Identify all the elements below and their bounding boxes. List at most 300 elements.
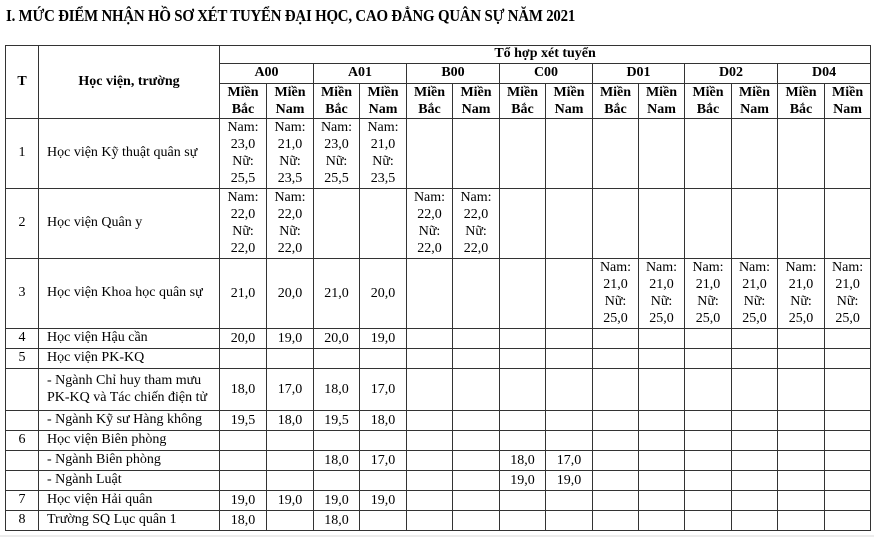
score-cell [360, 510, 407, 530]
score-cell [360, 368, 407, 410]
score-line: 18,0 [230, 381, 256, 397]
score-cell [593, 430, 639, 450]
row-school-name: Trường SQ Lục quân 1 [39, 510, 220, 530]
table-row [6, 410, 871, 430]
score-cell [453, 118, 500, 188]
score-cell [778, 348, 825, 368]
score-cell [546, 118, 593, 188]
score-line: 20,0 [324, 330, 349, 346]
score-cell [407, 410, 453, 430]
score-cell [825, 410, 871, 430]
score-line: 21,0 [324, 285, 349, 301]
score-cell [220, 410, 267, 430]
header-code-c00: C00 [500, 63, 593, 83]
header-d01-mien-nam [639, 83, 685, 118]
score-cell [267, 118, 314, 188]
score-cell [453, 348, 500, 368]
table-row [6, 368, 871, 410]
region-prefix: Miền [413, 84, 446, 100]
region-prefix: Miền [832, 84, 864, 100]
score-line: 22,0 [230, 241, 256, 256]
score-line: Nam: [599, 260, 632, 275]
score-cell [267, 430, 314, 450]
table-body [6, 118, 871, 530]
score-line: 25,0 [649, 311, 674, 326]
score-line: 18,0 [324, 512, 349, 528]
score-line: 18,0 [230, 512, 256, 528]
table-row [6, 258, 871, 328]
row-school-name: Học viện Khoa học quân sự [39, 258, 220, 328]
region-prefix: Miền [506, 84, 539, 100]
score-cell [220, 118, 267, 188]
score-cell [267, 348, 314, 368]
score-line: Nam: [274, 120, 306, 135]
score-cell [639, 348, 685, 368]
score-cell [314, 118, 360, 188]
score-line: Nam: [832, 260, 864, 275]
header-b00-mien-nam [453, 83, 500, 118]
score-cell [453, 470, 500, 490]
score-cell [314, 510, 360, 530]
score-line: 19,0 [370, 330, 396, 346]
score-cell [825, 348, 871, 368]
table-row [6, 188, 871, 258]
score-cell [778, 470, 825, 490]
score-cell [546, 450, 593, 470]
score-cell [220, 470, 267, 490]
score-cell [825, 258, 871, 328]
score-cell [500, 368, 546, 410]
row-school-name: - Ngành Biên phòng [39, 450, 220, 470]
score-cell [593, 188, 639, 258]
score-cell [732, 118, 778, 188]
score-line: 21,0 [649, 277, 674, 292]
score-line: 21,0 [603, 277, 628, 292]
region-name: Bắc [418, 101, 441, 117]
row-school-name: Học viện Quân y [39, 188, 220, 258]
score-cell [407, 450, 453, 470]
score-line: Nữ: [232, 154, 254, 169]
region-prefix: Miền [320, 84, 353, 100]
score-line: Nam: [367, 120, 399, 135]
region-prefix: Miền [367, 84, 399, 100]
score-line: Nam: [738, 260, 771, 275]
row-school-name: Học viện PK-KQ [39, 348, 220, 368]
score-cell [220, 368, 267, 410]
score-cell [546, 470, 593, 490]
score-line: Nữ: [743, 294, 766, 309]
score-line: 22,0 [417, 207, 442, 222]
score-line: 20,0 [370, 285, 396, 301]
region-name: Bắc [325, 101, 348, 117]
table-row [6, 430, 871, 450]
table-row [6, 470, 871, 490]
header-code-b00: B00 [407, 63, 500, 83]
score-cell [593, 368, 639, 410]
region-name: Nam [740, 101, 769, 117]
score-cell [593, 490, 639, 510]
score-cell [639, 470, 685, 490]
score-line: Nam: [320, 120, 353, 135]
score-line: 20,0 [230, 330, 256, 346]
score-line: Nữ: [836, 294, 859, 309]
score-line: 17,0 [277, 381, 303, 397]
score-cell [732, 430, 778, 450]
score-cell [220, 188, 267, 258]
score-line: Nữ: [279, 154, 301, 169]
score-cell [546, 430, 593, 450]
table-row [6, 490, 871, 510]
score-cell [220, 258, 267, 328]
score-cell [360, 118, 407, 188]
score-line: Nữ: [418, 224, 441, 239]
score-line: 25,0 [742, 311, 767, 326]
header-b00-mien-bac [407, 83, 453, 118]
row-index [6, 368, 39, 410]
score-cell [732, 490, 778, 510]
score-line: 22,0 [277, 207, 303, 222]
score-cell [778, 490, 825, 510]
score-cell [500, 410, 546, 430]
score-cell [732, 368, 778, 410]
score-cell [778, 328, 825, 348]
score-cell [778, 188, 825, 258]
score-line: 19,0 [324, 492, 349, 508]
score-line: 18,0 [324, 381, 349, 397]
score-cell [825, 490, 871, 510]
score-cell [314, 348, 360, 368]
score-line: 18,0 [324, 452, 349, 468]
score-line: 19,0 [277, 492, 303, 508]
score-cell [639, 368, 685, 410]
header-d04-mien-nam [825, 83, 871, 118]
table-row [6, 118, 871, 188]
region-prefix: Miền [274, 84, 306, 100]
score-cell [500, 470, 546, 490]
row-school-name: - Ngành Kỹ sư Hàng không [39, 410, 220, 430]
score-cell [685, 328, 732, 348]
score-line: 25,0 [788, 311, 814, 326]
score-cell [546, 490, 593, 510]
score-line: 21,0 [277, 137, 303, 152]
score-line: Nữ: [279, 224, 301, 239]
region-prefix: Miền [460, 84, 492, 100]
score-cell [314, 258, 360, 328]
score-cell [407, 258, 453, 328]
score-line: Nữ: [790, 294, 812, 309]
score-cell [593, 328, 639, 348]
header-c00-mien-nam [546, 83, 593, 118]
score-line: 23,5 [277, 171, 303, 186]
score-cell [453, 450, 500, 470]
score-line: 18,0 [510, 452, 535, 468]
score-cell [407, 490, 453, 510]
row-index: 5 [6, 348, 39, 368]
header-code-d02: D02 [685, 63, 778, 83]
score-line: 25,5 [230, 171, 256, 186]
score-cell [593, 450, 639, 470]
score-cell [453, 490, 500, 510]
score-cell [500, 118, 546, 188]
score-cell [220, 490, 267, 510]
score-line: Nữ: [697, 294, 719, 309]
score-cell [778, 368, 825, 410]
score-cell [360, 188, 407, 258]
row-index: 2 [6, 188, 39, 258]
row-index: 7 [6, 490, 39, 510]
score-cell [453, 328, 500, 348]
score-line: Nữ: [650, 294, 673, 309]
score-line: Nam: [274, 190, 306, 205]
row-index: 8 [6, 510, 39, 530]
score-cell [407, 470, 453, 490]
score-cell [639, 430, 685, 450]
score-cell [732, 450, 778, 470]
score-cell [220, 510, 267, 530]
region-name: Nam [833, 101, 862, 117]
score-cell [500, 450, 546, 470]
region-prefix: Miền [227, 84, 259, 100]
score-line: 23,0 [324, 137, 349, 152]
score-line: 25,0 [603, 311, 628, 326]
region-name: Nam [275, 101, 305, 117]
score-line: 21,0 [695, 277, 721, 292]
row-index [6, 450, 39, 470]
score-cell [593, 470, 639, 490]
score-line: Nữ: [465, 224, 487, 239]
score-cell [825, 368, 871, 410]
score-line: 22,0 [230, 207, 256, 222]
score-cell [825, 430, 871, 450]
score-line: 17,0 [556, 452, 582, 468]
score-line: 23,0 [230, 137, 256, 152]
score-cell [732, 348, 778, 368]
table-row [6, 348, 871, 368]
header-a00-mien-nam [267, 83, 314, 118]
score-cell [360, 328, 407, 348]
score-line: 19,0 [230, 492, 256, 508]
score-line: 19,5 [324, 412, 349, 428]
row-index: 3 [6, 258, 39, 328]
score-line: 17,0 [370, 381, 396, 397]
score-line: 19,0 [510, 472, 535, 488]
row-index: 1 [6, 118, 39, 188]
score-cell [778, 258, 825, 328]
score-cell [267, 410, 314, 430]
score-cell [732, 188, 778, 258]
score-cell [407, 348, 453, 368]
score-cell [546, 188, 593, 258]
score-cell [825, 470, 871, 490]
header-code-a00: A00 [220, 63, 314, 83]
score-line: 21,0 [788, 277, 814, 292]
score-cell [314, 188, 360, 258]
region-prefix: Miền [553, 84, 585, 100]
score-cell [453, 510, 500, 530]
score-line: Nam: [227, 120, 259, 135]
region-prefix: Miền [738, 84, 771, 100]
score-cell [267, 450, 314, 470]
score-cell [639, 258, 685, 328]
score-line: 21,0 [835, 277, 860, 292]
header-d02-mien-nam [732, 83, 778, 118]
region-name: Bắc [696, 101, 720, 117]
score-cell [593, 258, 639, 328]
score-cell [500, 510, 546, 530]
score-cell [314, 328, 360, 348]
score-line: 19,0 [370, 492, 396, 508]
score-line: 25,0 [835, 311, 860, 326]
score-cell [407, 118, 453, 188]
score-cell [685, 348, 732, 368]
row-index [6, 410, 39, 430]
score-cell [453, 430, 500, 450]
header-d01-mien-bac [593, 83, 639, 118]
score-cell [500, 490, 546, 510]
score-cell [360, 450, 407, 470]
score-cell [593, 510, 639, 530]
score-cell [593, 118, 639, 188]
score-cell [407, 328, 453, 348]
score-cell [732, 470, 778, 490]
region-name: Nam [461, 101, 491, 117]
score-line: 22,0 [463, 207, 489, 222]
header-a01-mien-nam [360, 83, 407, 118]
score-cell [220, 328, 267, 348]
score-cell [500, 328, 546, 348]
score-cell [407, 188, 453, 258]
score-line: Nữ: [372, 154, 394, 169]
score-line: 22,0 [277, 241, 303, 256]
score-cell [220, 450, 267, 470]
score-line: 17,0 [370, 452, 396, 468]
score-cell [407, 368, 453, 410]
score-cell [593, 348, 639, 368]
score-cell [267, 368, 314, 410]
score-cell [314, 450, 360, 470]
score-line: Nam: [227, 190, 259, 205]
region-name: Bắc [604, 101, 627, 117]
score-line: Nam: [692, 260, 724, 275]
score-cell [825, 188, 871, 258]
score-line: 21,0 [230, 285, 256, 301]
score-cell [778, 450, 825, 470]
score-cell [220, 430, 267, 450]
score-cell [267, 510, 314, 530]
score-cell [639, 188, 685, 258]
score-cell [314, 368, 360, 410]
score-cell [778, 118, 825, 188]
score-cell [314, 470, 360, 490]
score-line: 25,5 [324, 171, 349, 186]
score-cell [593, 410, 639, 430]
header-code-d04: D04 [778, 63, 871, 83]
score-line: 22,0 [463, 241, 489, 256]
score-cell [546, 410, 593, 430]
score-cell [314, 410, 360, 430]
score-cell [546, 328, 593, 348]
region-name: Nam [554, 101, 584, 117]
score-cell [825, 118, 871, 188]
score-cell [685, 368, 732, 410]
score-cell [360, 470, 407, 490]
score-cell [267, 490, 314, 510]
score-cell [685, 490, 732, 510]
score-cell [825, 328, 871, 348]
score-cell [685, 510, 732, 530]
score-cell [732, 258, 778, 328]
table-row [6, 328, 871, 348]
score-cell [685, 470, 732, 490]
score-cell [314, 490, 360, 510]
score-cell [546, 368, 593, 410]
table-row [6, 450, 871, 470]
header-code-d01: D01 [593, 63, 685, 83]
score-cell [546, 510, 593, 530]
page-title: I. MỨC ĐIỂM NHẬN HỒ SƠ XÉT TUYỂN ĐẠI HỌC, CAO ĐẲNG QUÂN SỰ NĂM 2021 [6, 6, 576, 25]
table-row [6, 510, 871, 530]
score-cell [360, 490, 407, 510]
score-cell [453, 368, 500, 410]
header-a00-mien-bac [220, 83, 267, 118]
score-cell [685, 188, 732, 258]
score-cell [639, 328, 685, 348]
score-line: 20,0 [277, 285, 303, 301]
score-cell [639, 118, 685, 188]
score-cell [360, 348, 407, 368]
score-cell [360, 430, 407, 450]
row-school-name: - Ngành Chỉ huy tham mưu PK-KQ và Tác chiến điện tử [39, 368, 220, 410]
row-school-name: Học viện Hậu cần [39, 328, 220, 348]
header-d02-mien-bac [685, 83, 732, 118]
region-name: Bắc [789, 101, 813, 117]
region-name: Nam [368, 101, 398, 117]
header-school-name: Học viện, trường [39, 46, 220, 119]
score-line: Nữ: [604, 294, 627, 309]
score-line: Nam: [785, 260, 817, 275]
score-line: 23,5 [370, 171, 396, 186]
score-cell [825, 450, 871, 470]
score-cell [267, 188, 314, 258]
score-line: 18,0 [370, 412, 396, 428]
score-cell [220, 348, 267, 368]
score-line: Nữ: [232, 224, 254, 239]
region-prefix: Miền [785, 84, 817, 100]
region-prefix: Miền [692, 84, 724, 100]
region-name: Bắc [511, 101, 534, 117]
row-school-name: Học viện Hải quân [39, 490, 220, 510]
score-line: Nam: [460, 190, 492, 205]
score-cell [825, 510, 871, 530]
admission-score-table [5, 45, 871, 531]
header-code-a01: A01 [314, 63, 407, 83]
score-line: 22,0 [417, 241, 442, 256]
row-index [6, 470, 39, 490]
score-line: 21,0 [742, 277, 767, 292]
row-index: 6 [6, 430, 39, 450]
score-cell [267, 258, 314, 328]
score-line: Nữ: [325, 154, 348, 169]
score-line: 21,0 [370, 137, 396, 152]
header-a01-mien-bac [314, 83, 360, 118]
score-cell [546, 348, 593, 368]
region-name: Bắc [231, 101, 255, 117]
row-index: 4 [6, 328, 39, 348]
score-cell [685, 258, 732, 328]
score-cell [267, 328, 314, 348]
score-cell [314, 430, 360, 450]
score-cell [500, 348, 546, 368]
